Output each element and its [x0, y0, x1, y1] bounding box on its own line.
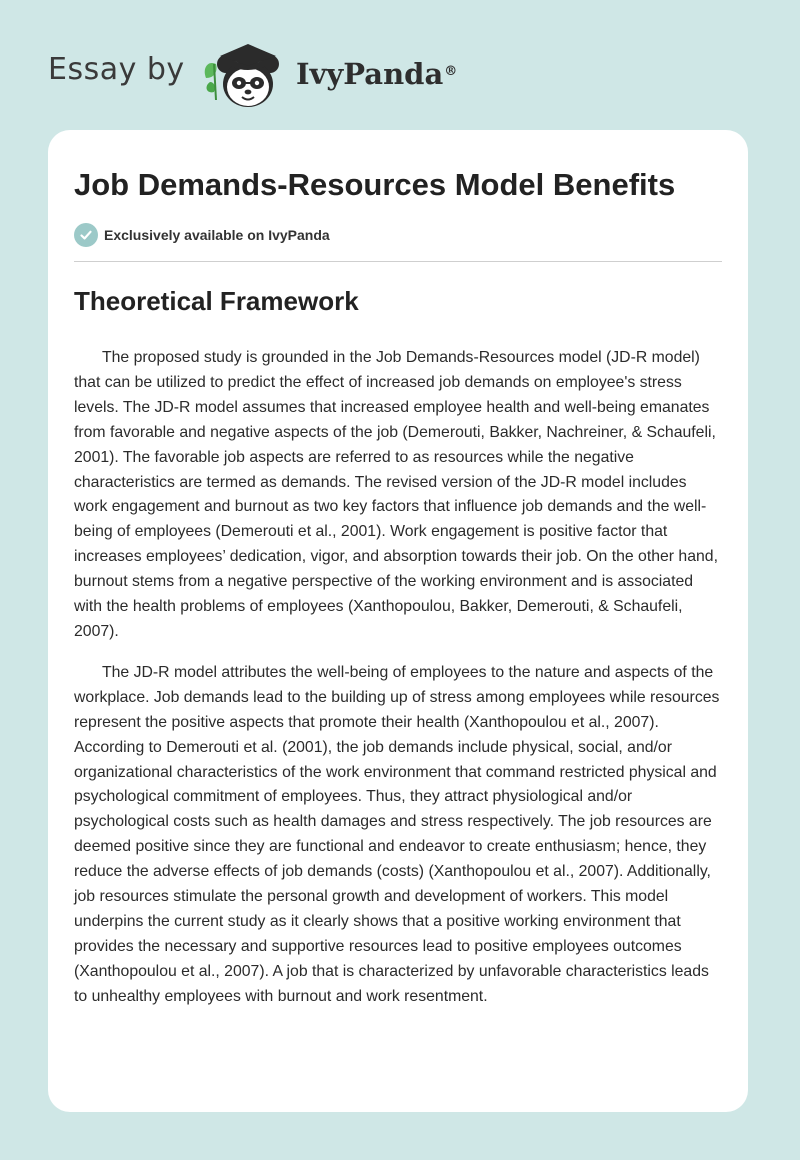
essay-card	[48, 130, 748, 1112]
panda-graduate-icon[interactable]	[200, 34, 292, 110]
brand-logo-text[interactable]: IvyPanda®	[296, 57, 458, 91]
site-header	[0, 0, 800, 120]
essay-by-label: Essay by	[48, 52, 185, 87]
essay-title: Job Demands-Resources Model Benefits	[74, 167, 676, 202]
check-icon	[74, 223, 98, 247]
section-heading: Theoretical Framework	[74, 286, 359, 316]
essay-body	[74, 346, 724, 1026]
exclusive-badge	[74, 222, 330, 248]
paragraph-2: The JD-R model attributes the well-being of employees to the nature and aspects of the workplace. Job demands lead to the building up of stress among employees while resources represent the positive aspects that promote their health (Xanthopoulou et al., 2007). According to Demerouti et al. (2001), the job demands include physical, social, and/or organizational characteristics of the work environment that command restricted physical and psychological commitment of employees. Thus, they attract physiological and/or psychological costs such as health damages and stress respectively. The job resources are deemed positive since they are functional and endeavor to create enthusiasm; hence, they reduce the adverse effects of job demands (costs) (Xanthopoulou et al., 2007). Additionally, job resources stimulate the personal growth and development of workers. This model underpins the current study as it clearly shows that a positive working environment that provides the necessary and supportive resources lead to positive employees outcomes (Xanthopoulou et al., 2007). A job that is characterized by unfavorable characteristics leads to unhealthy employees with burnout and work resentment.	[74, 663, 720, 1005]
registered-mark: ®	[444, 64, 458, 79]
paragraph-1: The proposed study is grounded in the Job Demands-Resources model (JD-R model) that can be utilized to predict the effect of increased job demands on employee's stress levels. The JD-R model assumes that increased employee health and well-being emanates from favorable and negative aspects of the job (Demerouti, Bakker, Nachreiner, & Schaufeli, 2001). The favorable job aspects are referred to as resources while the negative characteristics are termed as demands. The revised version of the JD-R model includes work engagement and burnout as two key factors that influence job demands and the well-being of employees (Demerouti et al., 2001). Work engagement is positive factor that increases employees’ dedication, vigor, and absorption towards their job. On the other hand, burnout stems from a negative perspective of the working environment and is associated with the health problems of employees (Xanthopoulou, Bakker, Demerouti, & Schaufeli, 2007).	[74, 349, 718, 640]
title-divider	[74, 261, 722, 262]
exclusive-badge-label: Exclusively available on IvyPanda	[104, 227, 330, 243]
